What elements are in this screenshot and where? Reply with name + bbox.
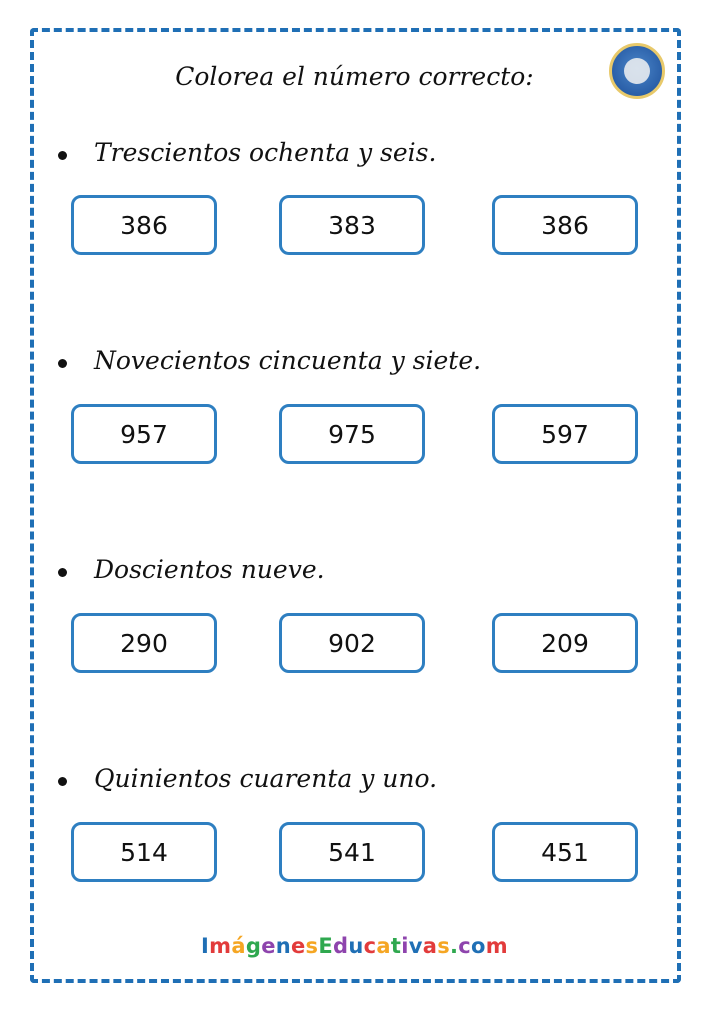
answer-option-box[interactable]: 597: [492, 404, 638, 464]
bullet-point: [58, 359, 67, 368]
bullet-point: [58, 568, 67, 577]
question-prompt: Novecientos cincuenta y siete.: [94, 346, 482, 375]
footer-brand[interactable]: ImágenesEducativas.com: [201, 934, 508, 958]
worksheet-title: Colorea el número correcto:: [175, 62, 534, 91]
question-prompt: Doscientos nueve.: [94, 555, 325, 584]
answer-option-box[interactable]: 451: [492, 822, 638, 882]
question-prompt: Trescientos ochenta y seis.: [94, 138, 437, 167]
bullet-point: [58, 777, 67, 786]
answer-option-box[interactable]: 541: [279, 822, 425, 882]
answer-option-box[interactable]: 290: [71, 613, 217, 673]
answer-option-box[interactable]: 514: [71, 822, 217, 882]
answer-option-box[interactable]: 386: [71, 195, 217, 255]
bullet-point: [58, 151, 67, 160]
answer-option-box[interactable]: 386: [492, 195, 638, 255]
answer-option-box[interactable]: 383: [279, 195, 425, 255]
question-prompt: Quinientos cuarenta y uno.: [94, 764, 438, 793]
answer-option-box[interactable]: 902: [279, 613, 425, 673]
answer-option-box[interactable]: 209: [492, 613, 638, 673]
answer-option-box[interactable]: 975: [279, 404, 425, 464]
answer-option-box[interactable]: 957: [71, 404, 217, 464]
